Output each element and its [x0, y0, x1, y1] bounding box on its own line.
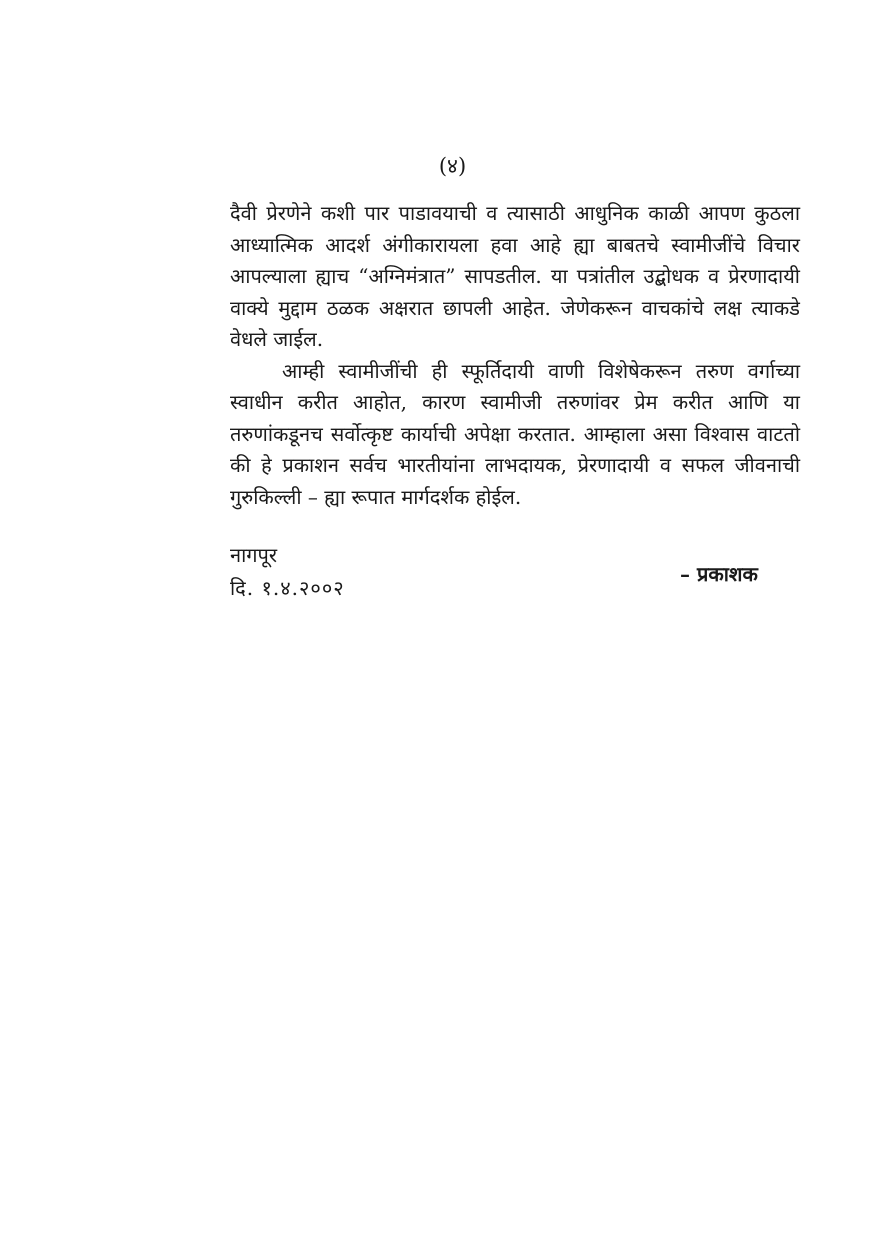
paragraph-continuation: दैवी प्रेरणेने कशी पार पाडावयाची व त्यासाठी आधुनिक काळी आपण कुठला आध्यात्मिक आदर्श अंगीकारायला हवा आहे ह्या बाबतचे स्वामीजींचे विचार आपल्याला ह्याच “अग्निमंत्रात” सापडतील. या पत्रांतील उद्बोधक व प्रेरणादायी वाक्ये मुद्दाम ठळक अक्षरात छापली आहेत. जेणेकरून वाचकांचे लक्ष त्याकडे वेधले जाईल. [230, 201, 800, 351]
place-of-writing: नागपूर [230, 543, 278, 567]
publisher-signature: – प्रकाशक [680, 562, 758, 586]
page-number: (४) [438, 154, 467, 178]
date-of-writing: दि. १.४.२००२ [230, 576, 345, 600]
paragraph-youth-message: आम्ही स्वामीजींची ही स्फूर्तिदायी वाणी विशेषेकरून तरुण वर्गाच्या स्वाधीन करीत आहोत, कारण स्वामीजी तरुणांवर प्रेम करीत आणि या तरुणांकडूनच सर्वोत्कृष्ट कार्याची अपेक्षा करतात. आम्हाला असा विश्वास वाटतो की हे प्रकाशन सर्वच भारतीयांना लाभदायक, प्रेरणादायी व सफल जीवनाची गुरुकिल्ली – ह्या रूपात मार्गदर्शक होईल. [230, 358, 800, 509]
body-text [230, 198, 800, 513]
